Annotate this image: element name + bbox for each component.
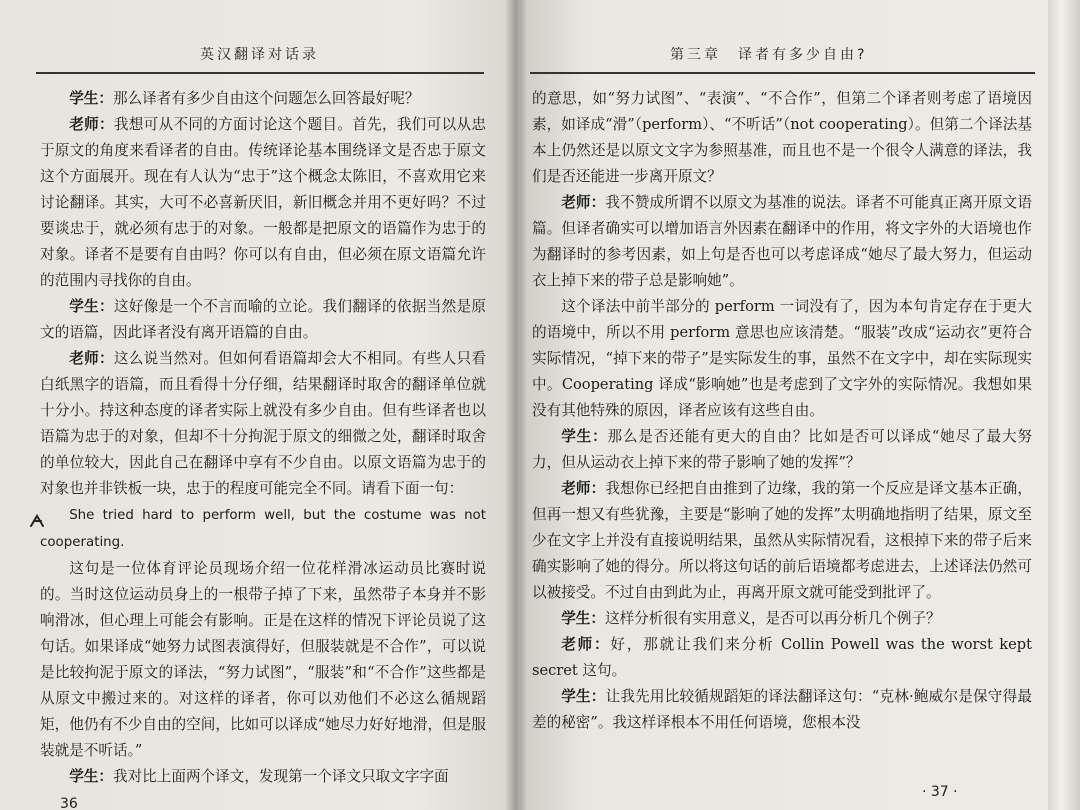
speaker-label: 老师： bbox=[69, 350, 114, 367]
speaker-label: 老师： bbox=[561, 194, 606, 211]
paragraph-text: 让我先用比较循规蹈矩的译法翻译这句：“克林·鲍威尔是保守得最差的秘密”。我这样译根本不用任何语境，您根本没 bbox=[532, 688, 1032, 731]
paragraph bbox=[40, 556, 486, 764]
paragraph bbox=[40, 346, 486, 502]
speaker-label: 老师： bbox=[561, 480, 606, 497]
paragraph-text: 这句是一位体育评论员现场介绍一位花样滑冰运动员比赛时说的。当时这位运动员身上的一根带子掉了下来，虽然带子本身并不影响滑冰，但心理上可能会有影响。正是在这样的情况下评论员说了这句话。如果译成“她努力试图表演得好，但服装就是不合作”，可以说是比较拘泥于原文的译法，“努力试图”，“服装”和“不合作”这些都是从原文中搬过来的。对这样的译者，你可以劝他们不必这么循规蹈矩，他仍有不少自由的空间，比如可以译成“她尽力好好地滑，但是服装就是不听话。” bbox=[40, 560, 486, 759]
speaker-label: 学生： bbox=[69, 768, 113, 785]
paragraph bbox=[532, 424, 1032, 476]
paragraph bbox=[532, 684, 1032, 736]
header-rule-left bbox=[36, 72, 484, 74]
paragraph-text: 好，那就让我们来分析 Collin Powell was the worst kept secret 这句。 bbox=[532, 636, 1032, 679]
paragraph-text: 那么是否还能有更大的自由？比如是否可以译成“她尽了最大努力，但从运动衣上掉下来的带子影响了她的发挥”？ bbox=[532, 428, 1032, 471]
paragraph bbox=[40, 112, 486, 294]
paragraph-text: 我想可从不同的方面讨论这个题目。首先，我们可以从忠于原文的角度来看译者的自由。传统译论基本围绕译文是否忠于原文这个方面展开。现在有人认为“忠于”这个概念太陈旧，不喜欢用它来讨论翻译。其实，大可不必喜新厌旧，新旧概念并用不更好吗？不过要谈忠于，就必须有忠于的对象。一般都是把原文的语篇作为忠于的对象。译者不是要有自由吗？你可以有自由，但必须在原文语篇允许的范围内寻找你的自由。 bbox=[40, 116, 486, 289]
page-number-right: · 37 · bbox=[922, 784, 958, 800]
paragraph bbox=[532, 606, 1032, 632]
left-page bbox=[0, 0, 520, 810]
paragraph-text: 的意思，如“努力试图”、“表演”、“不合作”，但第二个译者则考虑了语境因素，如译成“滑”（perform）、“不听话”（not cooperating）。但第二个译法基本上仍然还是以原文文字为参照基准，而且也不是一个很令人满意的译法，我们是否还能进一步离开原文？ bbox=[532, 90, 1032, 185]
book-gutter bbox=[505, 0, 527, 810]
speaker-label: 老师： bbox=[561, 636, 611, 653]
paragraph-text: 我对比上面两个译文，发现第一个译文只取文字字面 bbox=[112, 768, 449, 785]
paragraph-text: 我想你已经把自由推到了边缘，我的第一个反应是译文基本正确，但再一想又有些犹豫，主要是“影响了她的发挥”太明确地指明了结果，原文至少在文字上并没有直接说明结果，虽然从实际情况看，这根掉下来的带子后来确实影响了她的得分。所以将这句话的前后语境都考虑进去，上述译法仍然可以被接受。不过自由到此为止，再离开原文就可能受到批评了。 bbox=[532, 480, 1032, 601]
speaker-label: 学生： bbox=[69, 298, 114, 315]
english-example: She tried hard to perform well, but the costume was not cooperating. bbox=[40, 508, 486, 550]
running-head-left: 英汉翻译对话录 bbox=[200, 47, 319, 63]
paragraph bbox=[532, 476, 1032, 606]
page-number-left: 36 bbox=[60, 796, 78, 810]
header-rule-right bbox=[530, 72, 1035, 74]
left-body bbox=[40, 86, 486, 790]
paragraph-text: 这个译法中前半部分的 perform 一词没有了，因为本句肯定存在于更大的语境中，所以不用 perform 意思也应该清楚。“服装”改成“运动衣”更符合实际情况，“掉下来的带子”是实际发生的事，虽然不在文字中，却在实际现实中。Cooperating 译成“影响她”也是考虑到了文字外的实际情况。我想如果没有其他特殊的原因，译者应该有这些自由。 bbox=[532, 298, 1032, 419]
paragraph bbox=[40, 764, 486, 790]
paragraph-text: 这样分析很有实用意义，是否可以再分析几个例子？ bbox=[604, 610, 941, 627]
right-body bbox=[532, 86, 1032, 736]
paragraph bbox=[532, 190, 1032, 294]
right-page bbox=[520, 0, 1080, 810]
paragraph-text: 那么译者有多少自由这个问题怎么回答最好呢？ bbox=[112, 90, 420, 107]
speaker-label: 学生： bbox=[561, 688, 606, 705]
speaker-label: 老师： bbox=[69, 116, 114, 133]
paragraph bbox=[40, 294, 486, 346]
paragraph-text: 我不赞成所谓不以原文为基准的说法。译者不可能真正离开原文语篇。但译者确实可以增加语言外因素在翻译中的作用，将文字外的大语境也作为翻译时的参考因素，如上句是否也可以考虑译成“她尽了最大努力，但运动衣上掉下来的带子总是影响她”。 bbox=[532, 194, 1032, 289]
speaker-label: 学生： bbox=[561, 610, 605, 627]
paragraph bbox=[532, 632, 1032, 684]
page-edge bbox=[1048, 0, 1080, 810]
speaker-label: 学生： bbox=[69, 90, 113, 107]
example-sentence bbox=[40, 502, 486, 556]
running-head-right: 第三章 译者有多少自由? bbox=[670, 47, 868, 63]
speaker-label: 学生： bbox=[561, 428, 608, 445]
paragraph bbox=[532, 294, 1032, 424]
paragraph-text: 这么说当然对。但如何看语篇却会大不相同。有些人只看白纸黑字的语篇，而且看得十分仔细，结果翻译时取舍的翻译单位就十分小。持这种态度的译者实际上就没有多少自由。但有些译者也以语篇为忠于的对象，但却不十分拘泥于原文的细微之处，翻译时取舍的单位较大，因此自己在翻译中享有不少自由。以原文语篇为忠于的对象也并非铁板一块，忠于的程度可能完全不同。请看下面一句： bbox=[40, 350, 486, 497]
paragraph bbox=[532, 86, 1032, 190]
paragraph bbox=[40, 86, 486, 112]
paragraph-text: 这好像是一个不言而喻的立论。我们翻译的依据当然是原文的语篇，因此译者没有离开语篇的自由。 bbox=[40, 298, 486, 341]
